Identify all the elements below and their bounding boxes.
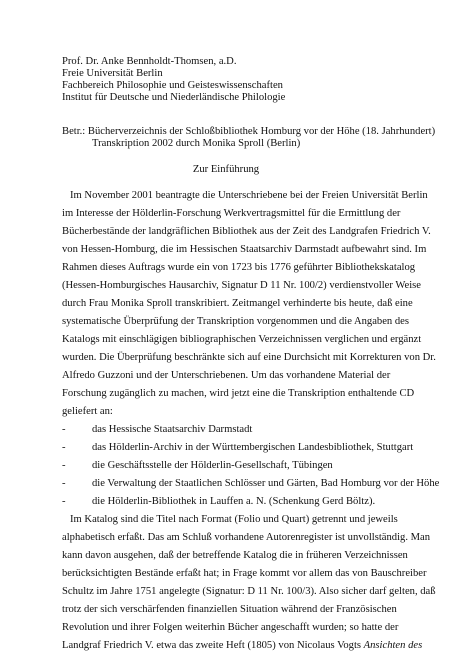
- institute-line: Institut für Deutsche und Niederländische Philologie: [62, 92, 286, 103]
- list-item: das Hessische Staatsarchiv Darmstadt: [92, 424, 253, 435]
- paragraph-line: wurden. Die Überprüfung beschränkte sich auf eine Durchsicht mit Korrekturen von Dr.: [62, 352, 436, 363]
- paragraph-line: Rahmen dieses Auftrags wurde ein von 1723 bis 1776 geführter Bibliothekskatalog: [62, 262, 416, 273]
- paragraph-line: geliefert an:: [62, 406, 113, 417]
- subject-line: Betr.: Bücherverzeichnis der Schloßbibliothek Homburg vor der Höhe (18. Jahrhundert): [62, 126, 436, 137]
- paragraph-line: Forschung zugänglich zu machen, wird jetzt eine die Transkription enthaltende CD: [62, 388, 415, 399]
- list-bullet: -: [62, 460, 66, 471]
- list-bullet: -: [62, 478, 66, 489]
- list-item: die Hölderlin-Bibliothek in Lauffen a. N. (Schenkung Gerd Böltz).: [92, 496, 376, 507]
- paragraph-line: Alfredo Guzzoni und der Unterschriebenen. Um das vorhandene Material der: [62, 370, 391, 381]
- paragraph-line: von Hessen-Homburg, die im Hessischen Staatsarchiv Darmstadt aufbewahrt sind. Im: [62, 244, 427, 255]
- paragraph-line: systematische Überprüfung der Transkription vorgenommen und die Angaben des: [62, 316, 409, 327]
- author-line: Prof. Dr. Anke Bennholdt-Thomsen, a.D.: [62, 56, 237, 67]
- last-line-text: Landgraf Friedrich V. etwa das zweite Heft (1805) von Nicolaus Vogts: [62, 640, 364, 651]
- department-line: Fachbereich Philosophie und Geisteswissenschaften: [62, 80, 283, 91]
- paragraph-line: Bücherbestände der landgräflichen Bibliothek aus der Zeit des Landgrafen Friedrich V.: [62, 226, 431, 237]
- paragraph-line: im Interesse der Hölderlin-Forschung Werkvertragsmittel für die Ermittlung der: [62, 208, 401, 219]
- paragraph-line: Revolution und ihrer Folgen weiterhin Bücher angeschafft wurden; so hatte der: [62, 622, 399, 633]
- paragraph-last-line: [62, 639, 422, 652]
- paragraph-line: Katalogs mit einschlägigen bibliographischen Verzeichnissen verglichen und ergänzt: [62, 334, 422, 345]
- list-bullet: -: [62, 424, 66, 435]
- list-item: die Verwaltung der Staatlichen Schlösser und Gärten, Bad Homburg vor der Höhe: [92, 478, 440, 489]
- list-bullet: -: [62, 496, 66, 507]
- paragraph-line: Im November 2001 beantragte die Unterschriebene bei der Freien Universität Berlin: [70, 190, 428, 201]
- paragraph-line: durch Frau Monika Sproll transkribiert. Zeitmangel verhinderte bis heute, daß eine: [62, 298, 413, 309]
- paragraph-line: berücksichtigten Bestände erfaßt hat; in Frage kommt vor allem das von Bauschreiber: [62, 568, 427, 579]
- list-item: das Hölderlin-Archiv in der Württembergischen Landesbibliothek, Stuttgart: [92, 442, 414, 453]
- list-item: die Geschäftsstelle der Hölderlin-Gesellschaft, Tübingen: [92, 460, 333, 471]
- paragraph-line: Im Katalog sind die Titel nach Format (Folio und Quart) getrennt und jeweils: [70, 514, 398, 525]
- paragraph-line: alphabetisch erfaßt. Das am Schluß vorhandene Autorenregister ist unvollständig. Man: [62, 532, 431, 543]
- university-line: Freie Universität Berlin: [62, 68, 163, 79]
- list-bullet: -: [62, 442, 66, 453]
- paragraph-line: Schultz im Jahre 1751 angelegte (Signatur: D 11 Nr. 100/3). Also sicher darf gelten, daß: [62, 586, 436, 597]
- paragraph-line: trotz der sich verschärfenden finanziellen Situation während der Französischen: [62, 604, 397, 615]
- paragraph-line: (Hessen-Homburgisches Hausarchiv, Signatur D 11 Nr. 100/2) verdienstvoller Weise: [62, 280, 421, 291]
- paragraph-line: kann davon ausgehen, daß der betreffende Katalog die in früheren Verzeichnissen: [62, 550, 408, 561]
- subject-subline: Transkription 2002 durch Monika Sproll (Berlin): [92, 138, 301, 149]
- book-title-italic: Ansichten des: [363, 640, 423, 651]
- section-title: Zur Einführung: [192, 164, 260, 175]
